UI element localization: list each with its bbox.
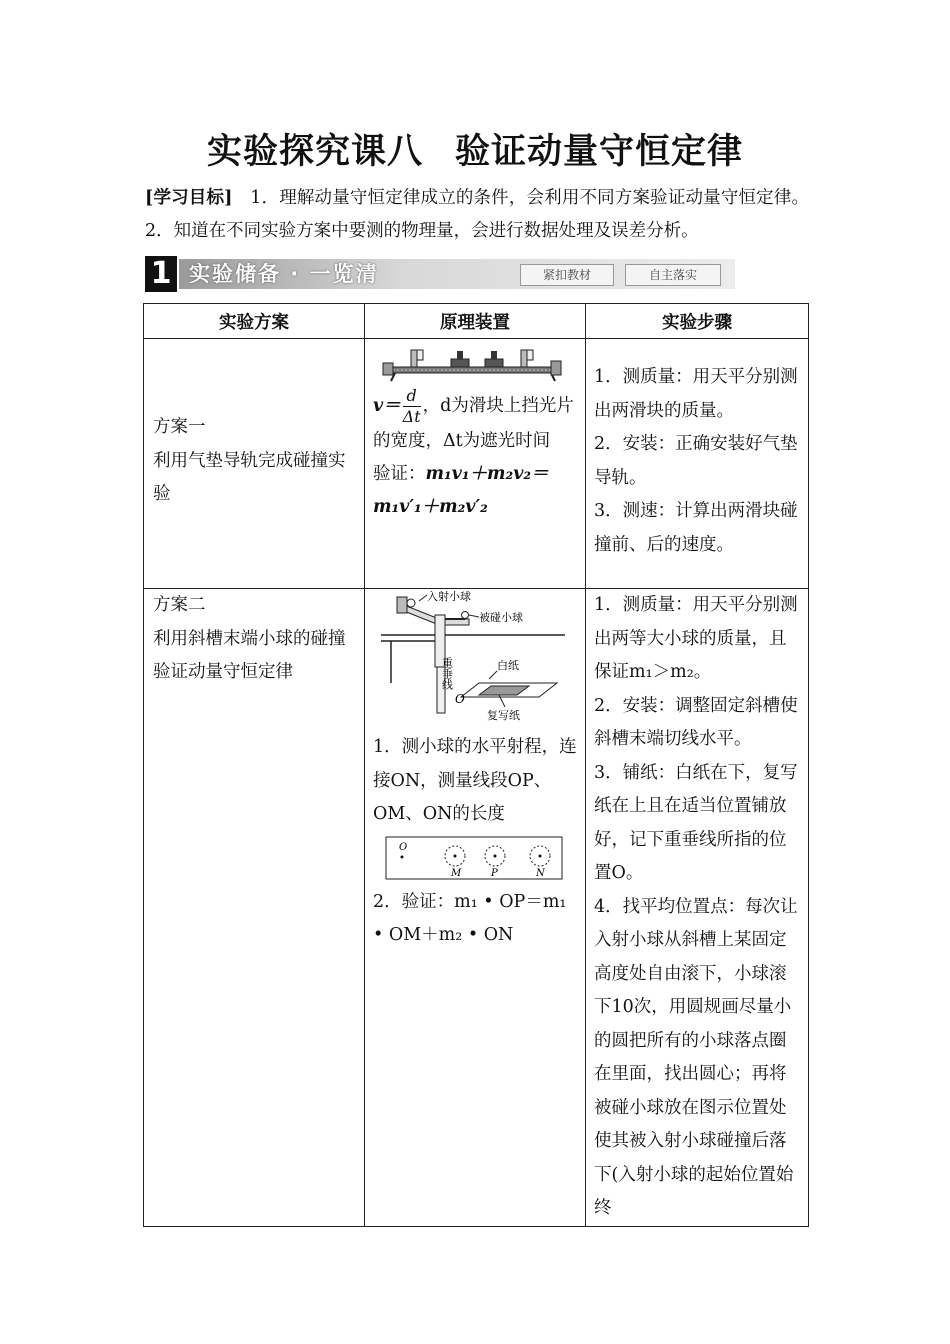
verify-label: 验证： (373, 464, 426, 484)
goals-tag: [学习目标] (145, 188, 233, 208)
ramp-collision-diagram (379, 591, 569, 731)
row2-verify-text: 2．验证：m₁ • OP＝m₁ • OM＋m₂ • ON (373, 891, 567, 945)
landing-points-diagram (385, 836, 563, 880)
velocity-fraction (403, 388, 421, 425)
row1-step: 1．测质量：用天平分别测出两滑块的质量。 (594, 367, 798, 421)
row2-step: 4．找平均位置点：每次让入射小球从斜槽上某固定高度处自由滚下，小球滚下10次，用圆规画尽量小的圆把所有的小球落点圈在里面，找出圆心；再将被碰小球放在图示位置处使其被入射小球碰撞后落下(入射小球的起始位置始终 (594, 896, 798, 1218)
learning-goals (145, 182, 809, 248)
row2-step: 2．安装：调整固定斜槽使斜槽末端切线水平。 (594, 695, 798, 749)
title-part1: 实验探究课八 (206, 132, 423, 172)
carbon-paper-label: 复写纸 (487, 709, 520, 722)
header-scheme: 实验方案 (144, 304, 365, 339)
origin-label: O (455, 692, 465, 706)
row2-principle (365, 589, 586, 1227)
white-paper-label: 白纸 (497, 659, 519, 672)
point-O-label: O (399, 841, 408, 853)
row1-scheme-desc: 利用气垫导轨完成碰撞实验 (153, 450, 346, 504)
goals-text: 1．理解动量守恒定律成立的条件，会利用不同方案验证动量守恒定律。2．知道在不同实验方案中要测的物理量，会进行数据处理及误差分析。 (145, 188, 810, 241)
row1-scheme-name: 方案一 (153, 417, 206, 437)
textbook-button[interactable]: 紧扣教材 (520, 264, 614, 286)
incident-ball-label: 入射小球 (427, 591, 471, 603)
row1-principle-text: ，d为滑块上挡光片的宽度，Δt为遮光时间 (373, 396, 574, 451)
section-label: 实验储备 · 一览清 (189, 262, 379, 286)
header-steps: 实验步骤 (586, 304, 809, 339)
fraction-denominator: Δt (402, 407, 421, 426)
row2-step: 1．测质量：用天平分别测出两等大小球的质量，且保证m₁＞m₂。 (594, 595, 798, 682)
air-track-diagram (381, 345, 566, 385)
section-banner (145, 256, 735, 292)
point-M-label: M (451, 867, 462, 879)
self-study-button[interactable]: 自主落实 (625, 264, 721, 286)
row1-scheme (144, 339, 365, 589)
row1-verify-formula: m₁v₁＋m₂v₂＝m₁v′₁＋m₂v′₂ (373, 464, 549, 517)
experiment-table (143, 303, 809, 1227)
section-number: 1 (145, 256, 177, 292)
header-principle: 原理装置 (365, 304, 586, 339)
plumb-line-label: 重垂线 (440, 657, 454, 690)
row1-step: 3．测速：计算出两滑块碰撞前、后的速度。 (594, 501, 798, 555)
fraction-numerator: d (403, 388, 421, 407)
velocity-formula-lhs: v＝ (373, 396, 401, 416)
row1-principle (365, 339, 586, 589)
row1-steps (586, 339, 809, 589)
title-part2: 验证动量守恒定律 (455, 132, 744, 172)
row2-step: 3．铺纸：白纸在下，复写纸在上且在适当位置铺放好，记下重垂线所指的位置O。 (594, 762, 798, 883)
row1-step: 2．安装：正确安装好气垫导轨。 (594, 434, 798, 488)
target-ball-label: 被碰小球 (479, 611, 523, 624)
point-P-label: P (491, 867, 498, 879)
row2-scheme-name: 方案二 (153, 595, 206, 615)
row2-principle-text: 1．测小球的水平射程，连接ON，测量线段OP、OM、ON的长度 (373, 737, 577, 824)
page-title (0, 124, 950, 174)
row2-scheme-desc: 利用斜槽末端小球的碰撞验证动量守恒定律 (153, 628, 346, 682)
point-N-label: N (536, 867, 545, 879)
row2-steps (586, 589, 809, 1227)
row2-scheme (144, 589, 365, 1227)
